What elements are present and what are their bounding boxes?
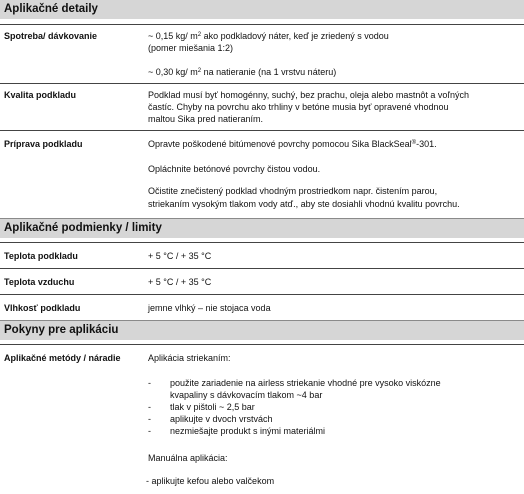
spotreba-label: Spotreba/ dávkovanie <box>4 31 98 41</box>
metody-bullet-2: tlak v pištoli ~ 2,5 bar <box>170 402 255 412</box>
section-header-podmienky: Aplikačné podmienky / limity <box>0 218 524 238</box>
spotreba-line-3-sup: 2 <box>197 68 202 74</box>
kvalita-label: Kvalita podkladu <box>4 90 77 100</box>
kvalita-line-2: častíc. Chyby na povrchu ako trhliny v betóne musia byť opravené vhodnou <box>148 102 449 112</box>
teplota-podkladu-label: Teplota podkladu <box>4 251 78 261</box>
section-header-pokyny: Pokyny pre aplikáciu <box>0 320 524 340</box>
priprava-line-3: Očistite znečistený podklad vhodným prostriedkom napr. čistením parou, <box>148 186 438 196</box>
bullet-dash: - <box>148 414 151 424</box>
spotreba-line-3a: ~ 0,30 kg/ m <box>148 67 198 77</box>
priprava-line-2: Opláchnite betónové povrchy čistou vodou. <box>148 164 321 174</box>
metody-manual: Manuálna aplikácia: <box>148 453 228 463</box>
priprava-line-1 <box>148 138 518 150</box>
spotreba-line-3b: na natieranie (na 1 vrstvu náteru) <box>201 67 337 77</box>
metody-intro: Aplikácia striekaním: <box>148 353 231 363</box>
bullet-dash: - <box>148 426 151 436</box>
vlhkost-label: Vlhkosť podkladu <box>4 303 81 313</box>
row-divider <box>0 268 524 269</box>
metody-manual-item: - aplikujte kefou alebo valčekom <box>146 476 275 486</box>
bullet-dash: - <box>148 378 151 388</box>
teplota-podkladu-value: + 5 °C / + 35 °C <box>148 251 212 261</box>
spotreba-line-1b: ako podkladový náter, keď je zriedený s vodou <box>201 31 389 41</box>
kvalita-line-3: maltou Sika pred natieraním. <box>148 114 264 124</box>
priprava-label: Príprava podkladu <box>4 139 83 149</box>
metody-bullet-1a: použite zariadenie na airless striekanie vhodné pre vysoko viskózne <box>170 378 441 388</box>
row-divider <box>0 242 524 243</box>
metody-bullet-4: nezmiešajte produkt s inými materiálmi <box>170 426 326 436</box>
spotreba-line-3 <box>148 66 518 78</box>
vlhkost-value: jemne vlhký – nie stojaca voda <box>148 303 271 313</box>
row-divider <box>0 130 524 131</box>
spotreba-line-2: (pomer miešania 1:2) <box>148 43 234 53</box>
row-divider <box>0 294 524 295</box>
row-divider <box>0 344 524 345</box>
row-divider <box>0 83 524 84</box>
priprava-line-1b: -301. <box>416 139 437 149</box>
spotreba-line-1-sup: 2 <box>197 32 202 38</box>
spotreba-line-1a: ~ 0,15 kg/ m <box>148 31 198 41</box>
teplota-vzduchu-value: + 5 °C / + 35 °C <box>148 277 212 287</box>
spotreba-line-1 <box>148 30 518 42</box>
metody-bullet-1b: kvapaliny s dávkovacím tlakom ~4 bar <box>170 390 323 400</box>
registered-mark: ® <box>411 140 417 146</box>
priprava-line-1a: Opravte poškodené bitúmenové povrchy pomocou Sika BlackSeal <box>148 139 412 149</box>
metody-label: Aplikačné metódy / náradie <box>4 353 121 363</box>
bullet-dash: - <box>148 402 151 412</box>
priprava-line-4: striekaním vysokým tlakom vody atď., aby ste dosiahli vhodnú kvalitu povrchu. <box>148 199 460 209</box>
teplota-vzduchu-label: Teplota vzduchu <box>4 277 75 287</box>
section-header-aplikacne-detaily: Aplikačné detaily <box>0 0 524 19</box>
kvalita-line-1: Podklad musí byť homogénny, suchý, bez prachu, oleja alebo mastnôt a voľných <box>148 90 470 100</box>
metody-bullet-3: aplikujte v dvoch vrstvách <box>170 414 273 424</box>
row-divider <box>0 24 524 25</box>
